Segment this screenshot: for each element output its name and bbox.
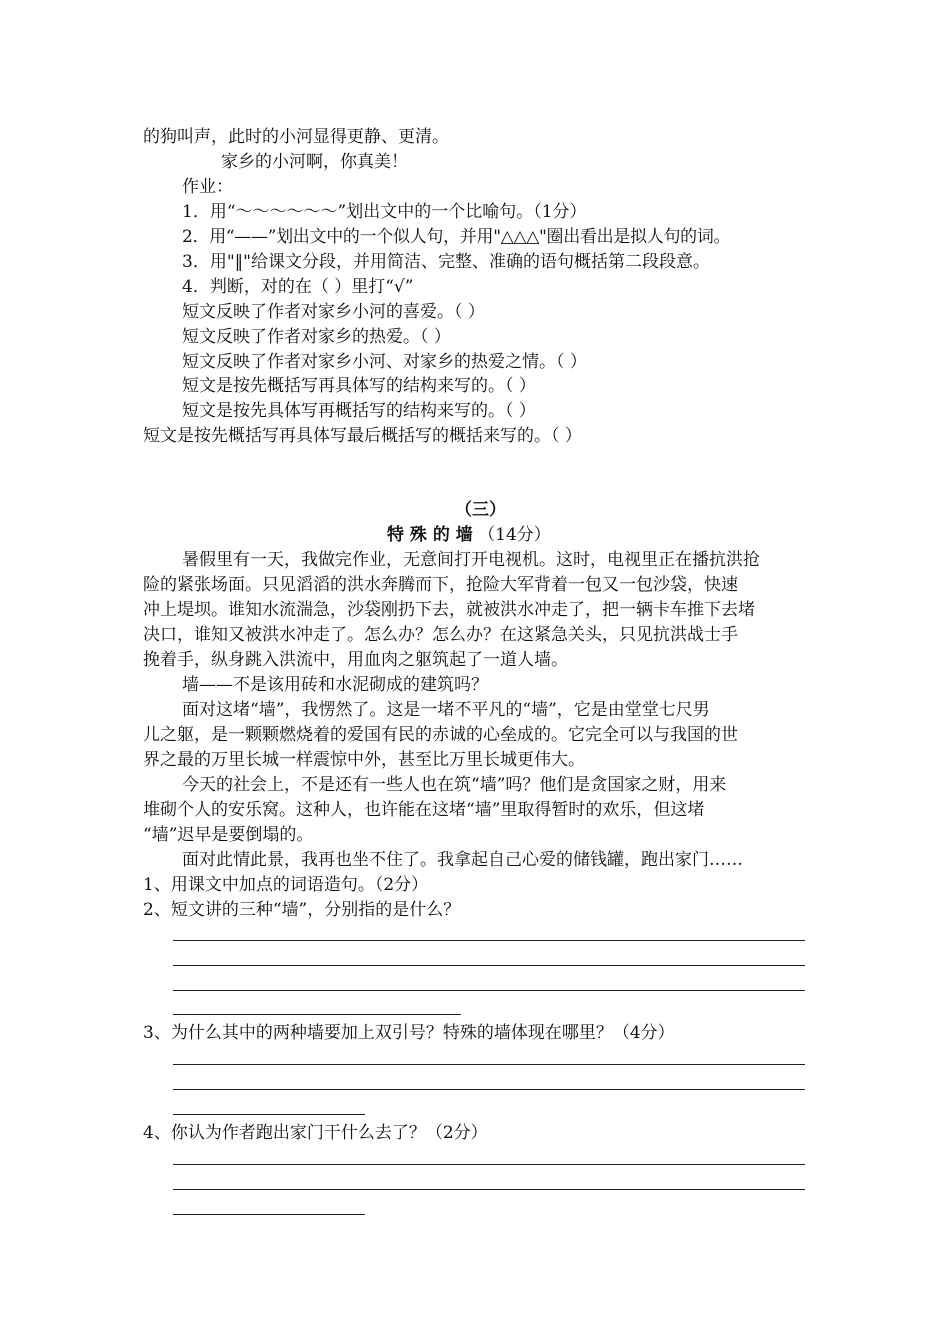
passage-line: “墙”迟早是要倒塌的。	[143, 825, 314, 845]
passage-closing-line: 家乡的小河啊，你真美！	[221, 152, 408, 172]
passage-line: 儿之躯，是一颗颗燃烧着的爱国有民的赤诚的心垒成的。它完全可以与我国的世	[143, 725, 738, 745]
passage-line: 面对这堵“墙”，我愣然了。这是一堵不平凡的“墙”，它是由堂堂七尺男	[182, 700, 710, 720]
passage-line: 面对此情此景，我再也坐不住了。我拿起自己心爱的储钱罐，跑出家门……	[182, 850, 743, 870]
judgment-item: 短文反映了作者对家乡小河的喜爱。（ ）	[182, 302, 485, 322]
answer-line[interactable]	[173, 1114, 365, 1115]
answer-line[interactable]	[173, 990, 805, 991]
passage-line: 界之最的万里长城一样震惊中外，甚至比万里长城更伟大。	[143, 750, 585, 770]
passage-line: 冲上堤坝。谁知水流湍急，沙袋刚扔下去，就被洪水冲走了，把一辆卡车推下去堵	[143, 600, 755, 620]
judgment-item: 短文反映了作者对家乡的热爱。（ ）	[182, 327, 451, 347]
passage-title: 特 殊 的 墙	[387, 525, 473, 545]
exercise-question-1: 1、用课文中加点的词语造句。（2分）	[143, 875, 429, 895]
exercise-question-4: 4、你认为作者跑出家门干什么去了？（2分）	[143, 1123, 488, 1143]
homework-question-2: 2．用“——”划出文中的一个似人句，并用"△△△"圈出看出是拟人句的词。	[182, 227, 731, 247]
answer-line[interactable]	[173, 1214, 365, 1215]
homework-question-1: 1．用“～～～～～～”划出文中的一个比喻句。（1分）	[182, 202, 587, 222]
answer-line[interactable]	[173, 940, 805, 941]
passage-score: （14分）	[478, 525, 551, 545]
judgment-item: 短文是按先概括写再具体写的结构来写的。（ ）	[182, 376, 536, 396]
passage-continuation: 的狗叫声，此时的小河显得更静、更清。	[143, 127, 449, 147]
passage-line: 险的紧张场面。只见滔滔的洪水奔腾而下，抢险大军背着一包又一包沙袋，快速	[143, 575, 738, 595]
homework-label: 作业：	[182, 177, 233, 197]
judgment-item: 短文是按先具体写再概括写的结构来写的。（ ）	[182, 401, 536, 421]
section-number: （三）	[455, 500, 506, 520]
homework-question-3: 3．用"‖"给课文分段，并用简洁、完整、准确的语句概括第二段段意。	[182, 252, 710, 272]
passage-line: 挽着手，纵身跳入洪流中，用血肉之躯筑起了一道人墙。	[143, 650, 568, 670]
homework-question-4: 4．判断，对的在（ ）里打“√”	[182, 277, 414, 297]
exercise-question-3: 3、为什么其中的两种墙要加上双引号？特殊的墙体现在哪里？（4分）	[143, 1023, 675, 1043]
exercise-question-2: 2、短文讲的三种“墙”，分别指的是什么？	[143, 900, 461, 920]
answer-line[interactable]	[173, 1089, 805, 1090]
answer-line[interactable]	[173, 1064, 805, 1065]
answer-line[interactable]	[173, 965, 805, 966]
judgment-item: 短文反映了作者对家乡小河、对家乡的热爱之情。（ ）	[182, 352, 587, 372]
judgment-item: 短文是按先概括写再具体写最后概括写的概括来写的。（ ）	[143, 426, 582, 446]
passage-line: 决口，谁知又被洪水冲走了。怎么办？怎么办？在这紧急关头，只见抗洪战士手	[143, 625, 738, 645]
passage-line: 暑假里有一天，我做完作业，无意间打开电视机。这时，电视里正在播抗洪抢	[182, 550, 760, 570]
passage-line: 今天的社会上，不是还有一些人也在筑“墙”吗？他们是贪国家之财，用来	[182, 775, 727, 795]
answer-line[interactable]	[173, 1189, 805, 1190]
passage-line: 堆砌个人的安乐窝。这种人，也许能在这堵“墙”里取得暂时的欢乐，但这堵	[143, 800, 705, 820]
answer-line[interactable]	[173, 1164, 805, 1165]
passage-heading	[387, 525, 551, 545]
answer-line[interactable]	[173, 1014, 461, 1015]
passage-line: 墙——不是该用砖和水泥砌成的建筑吗？	[182, 675, 488, 695]
